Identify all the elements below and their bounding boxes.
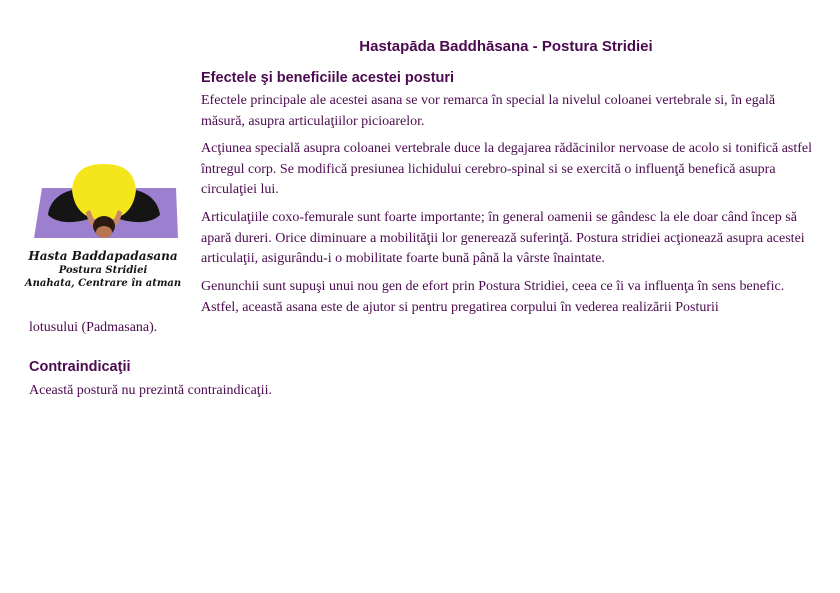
section-heading-contraindications: Contraindicaţii [29,359,131,375]
page-title: Hastapāda Baddhāsana - Postura Stridiei [359,38,653,55]
figure-caption-chakra: Anahata, Centrare în atman [24,278,182,289]
figure-caption-title: Hasta Baddapadasana [28,249,178,263]
pose-figure [24,160,182,300]
figure-caption-subtitle: Postura Stridiei [58,265,148,276]
pose-illustration [28,160,178,242]
paragraph: Efectele principale ale acestei asana se vor remarca în special la nivelul coloanei vertebrale si, în egală măsură, asupra articulaţiilor picioarelor. [201,93,776,129]
torso [72,164,136,220]
section-heading-benefits: Efectele şi beneficiile acestei posturi [201,70,455,86]
face [96,226,112,238]
paragraph-continuation: lotusului (Padmasana). [29,320,158,335]
paragraph: Acţiunea specială asupra coloanei vertebrale duce la degajarea rădăcinilor nervoase de acolo si tonifică astfel întregul corp. Se modifică presiunea lichidului cerebro-spinal si se exercită o influenţă benefică asupra circulaţiei lui. [201,141,813,197]
paragraph: Această postură nu prezintă contraindicaţii. [29,383,272,398]
paragraph: Articulaţiile coxo-femurale sunt foarte importante; în general oamenii se gândesc la ele doar când încep să apară dureri. Orice diminuare a mobilităţii lor generează suferinţă. Postura stridiei acţionează asupra acestei articulaţii, asigurându-i o mobilitate foarte bună până la vârste înaintate. [201,210,805,266]
paragraph: Genunchii sunt supuşi unui nou gen de efort prin Postura Stridiei, ceea ce îi va influenţa în sens benefic. Astfel, această asana este de ajutor si pentru pregatirea corpului în vederea realizării Posturii [201,279,785,315]
